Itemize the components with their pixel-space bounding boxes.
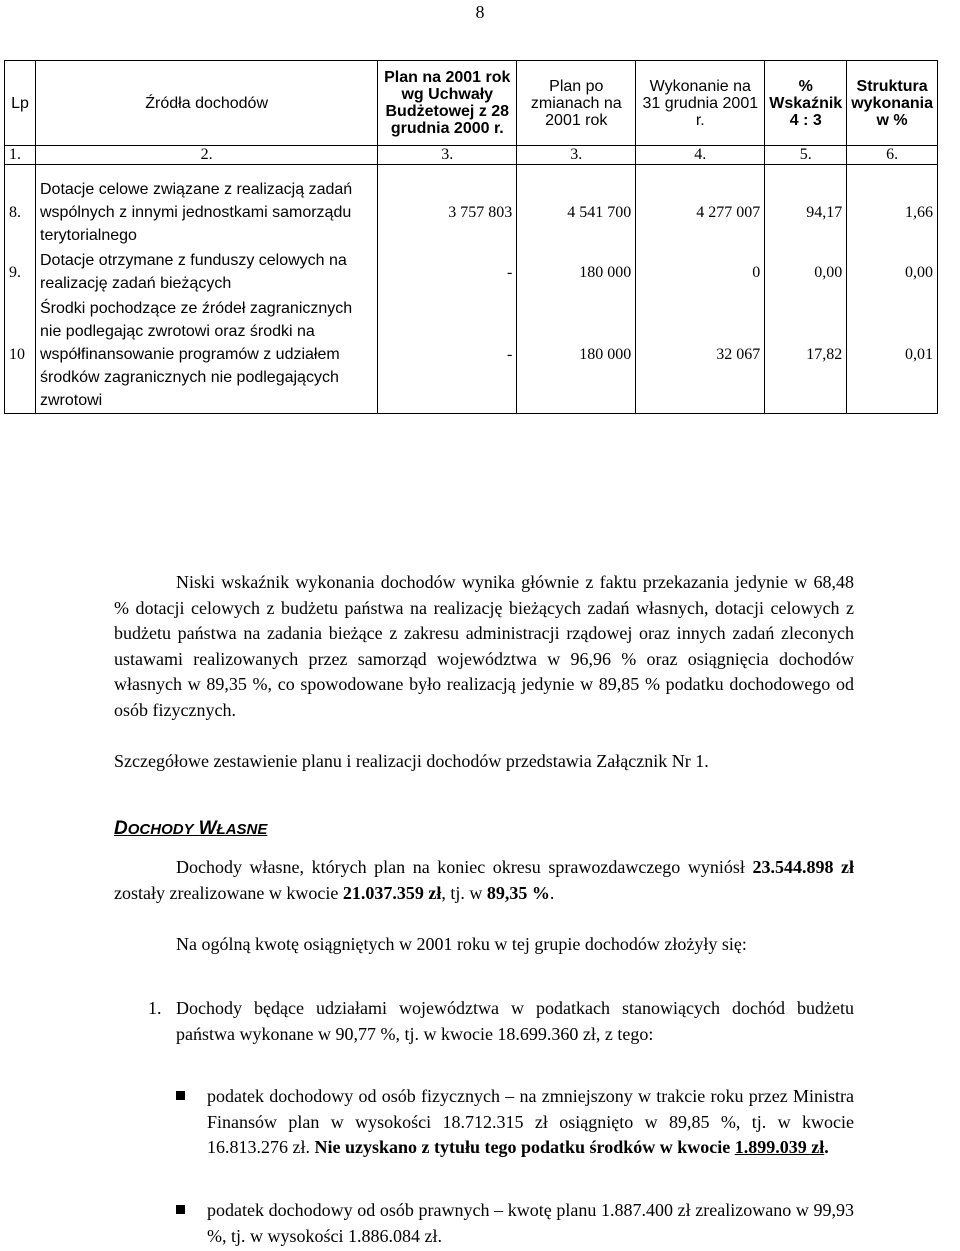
own-income-text-3: , tj. w xyxy=(441,882,487,903)
bullet-pit-bold: Nie uzyskano z tytułu tego podatku środków w kwocie xyxy=(314,1137,735,1157)
row-wskaznik: 94,17 xyxy=(765,177,847,248)
row-plan-zm: 4 541 700 xyxy=(517,177,636,248)
numbering-row xyxy=(5,146,938,165)
header-plan-uchwala: Plan na 2001 rok wg Uchwały Budżetowej z 28 grudnia 2000 r. xyxy=(378,61,517,146)
table-row xyxy=(5,177,938,248)
bullet-pit-text: podatek dochodowy od osób fizycznych – na zmniejszony w trakcie roku przez Ministra Finansów plan w wysokości 18.712.315 zł osiągnięto w 89,85 %, tj. w kwocie 16.813.276 zł. xyxy=(207,1086,854,1157)
row-lp: 8. xyxy=(5,177,36,248)
table-row xyxy=(5,296,938,414)
list-item-text: Dochody będące udziałami województwa w podatkach stanowiących dochód budżetu państwa wykonane w 90,77 %, tj. w kwocie 18.699.360 zł, z tego: xyxy=(176,998,854,1044)
own-income-percent: 89,35 % xyxy=(486,882,550,903)
own-income-text-1: Dochody własne, których plan na koniec okresu sprawozdawczego wyniósł xyxy=(176,857,753,877)
header-source: Źródła dochodów xyxy=(36,61,378,146)
row-struktura: 0,00 xyxy=(847,248,938,296)
row-wykonanie: 32 067 xyxy=(636,296,765,414)
row-source: Środki pochodzące ze źródeł zagranicznych nie podlegając zwrotowi oraz środki na współfinansowanie programów z udziałem środków zagranicznych nie podlegających zwrotowi xyxy=(36,296,378,414)
list-item xyxy=(114,996,854,1047)
heading-word1-rest: OCHODY xyxy=(127,821,194,838)
row-plan-zm: 180 000 xyxy=(517,296,636,414)
row-plan-zm: 180 000 xyxy=(517,248,636,296)
bullet-text xyxy=(207,1084,854,1161)
header-wskaznik: % Wskaźnik 4 : 3 xyxy=(765,61,847,146)
bullet-cit-text: podatek dochodowy od osób prawnych – kwotę planu 1.887.400 zł zrealizowano w 99,93 %, tj. w wysokości 1.886.084 zł. xyxy=(207,1200,854,1246)
row-struktura: 0,01 xyxy=(847,296,938,414)
numbering-cell: 4. xyxy=(636,146,765,165)
row-plan: 3 757 803 xyxy=(378,177,517,248)
bullet-item-cit xyxy=(114,1198,854,1249)
row-source: Dotacje celowe związane z realizacją zadań wspólnych z innymi jednostkami samorządu terytorialnego xyxy=(36,177,378,248)
row-wykonanie: 4 277 007 xyxy=(636,177,765,248)
row-wykonanie: 0 xyxy=(636,248,765,296)
table-header-row xyxy=(5,61,938,146)
numbering-cell: 5. xyxy=(765,146,847,165)
bullet-item-pit xyxy=(114,1084,854,1161)
heading-word2-rest: ŁASNE xyxy=(216,821,268,838)
row-plan: - xyxy=(378,296,517,414)
own-income-paragraph xyxy=(114,855,854,906)
section-heading xyxy=(114,818,267,840)
row-wskaznik: 17,82 xyxy=(765,296,847,414)
numbering-cell: 3. xyxy=(378,146,517,165)
numbering-cell: 6. xyxy=(847,146,938,165)
bullet-square-icon xyxy=(176,1205,185,1214)
attachment-reference: Szczegółowe zestawienie planu i realizacji dochodów przedstawia Załącznik Nr 1. xyxy=(114,751,709,771)
own-income-text-4: . xyxy=(549,882,555,903)
own-income-exec: 21.037.359 zł xyxy=(342,882,442,903)
income-table xyxy=(4,60,938,414)
bullet-pit-end: . xyxy=(824,1137,829,1157)
heading-word2-initial: W xyxy=(198,818,217,839)
numbering-cell: 2. xyxy=(36,146,378,165)
header-struktura: Struktura wykonania w % xyxy=(847,61,938,146)
row-wskaznik: 0,00 xyxy=(765,248,847,296)
header-lp: Lp xyxy=(5,61,36,146)
numbering-cell: 3. xyxy=(517,146,636,165)
row-lp: 10 xyxy=(5,296,36,414)
bullet-pit-amount: 1.899.039 zł xyxy=(734,1137,825,1157)
bullet-square-icon xyxy=(176,1091,185,1100)
row-lp: 9. xyxy=(5,248,36,296)
explanation-paragraph: Niski wskaźnik wykonania dochodów wynika głównie z faktu przekazania jedynie w 68,48 % dotacji celowych z budżetu państwa na realizację bieżących zadań własnych, dotacji celowych z budżetu państwa na zadania bieżące z zakresu administracji rządowej oraz innych zadań zleconych ustawami realizowanych przez samorząd województwa w 96,96 % oraz osiągnięcia dochodów własnych w 89,35 %, co spowodowane było realizacją jedynie w 89,85 % podatku dochodowego od osób fizycznych. xyxy=(114,572,854,720)
numbering-cell: 1. xyxy=(5,146,36,165)
table-row xyxy=(5,248,938,296)
header-wykonanie: Wykonanie na 31 grudnia 2001 r. xyxy=(636,61,765,146)
row-plan: - xyxy=(378,248,517,296)
own-income-text-2: zostały zrealizowane w kwocie xyxy=(114,882,343,903)
list-item-number: 1. xyxy=(148,998,162,1018)
header-plan-po-zmianach: Plan po zmianach na 2001 rok xyxy=(517,61,636,146)
own-income-plan: 23.544.898 zł xyxy=(752,857,854,877)
row-struktura: 1,66 xyxy=(847,177,938,248)
heading-initial: D xyxy=(114,818,128,839)
spacer-row xyxy=(5,165,938,178)
composition-paragraph: Na ogólną kwotę osiągniętych w 2001 roku w tej grupie dochodów złożyły się: xyxy=(176,934,747,954)
row-source: Dotacje otrzymane z funduszy celowych na realizację zadań bieżących xyxy=(36,248,378,296)
page-number: 8 xyxy=(475,2,485,22)
